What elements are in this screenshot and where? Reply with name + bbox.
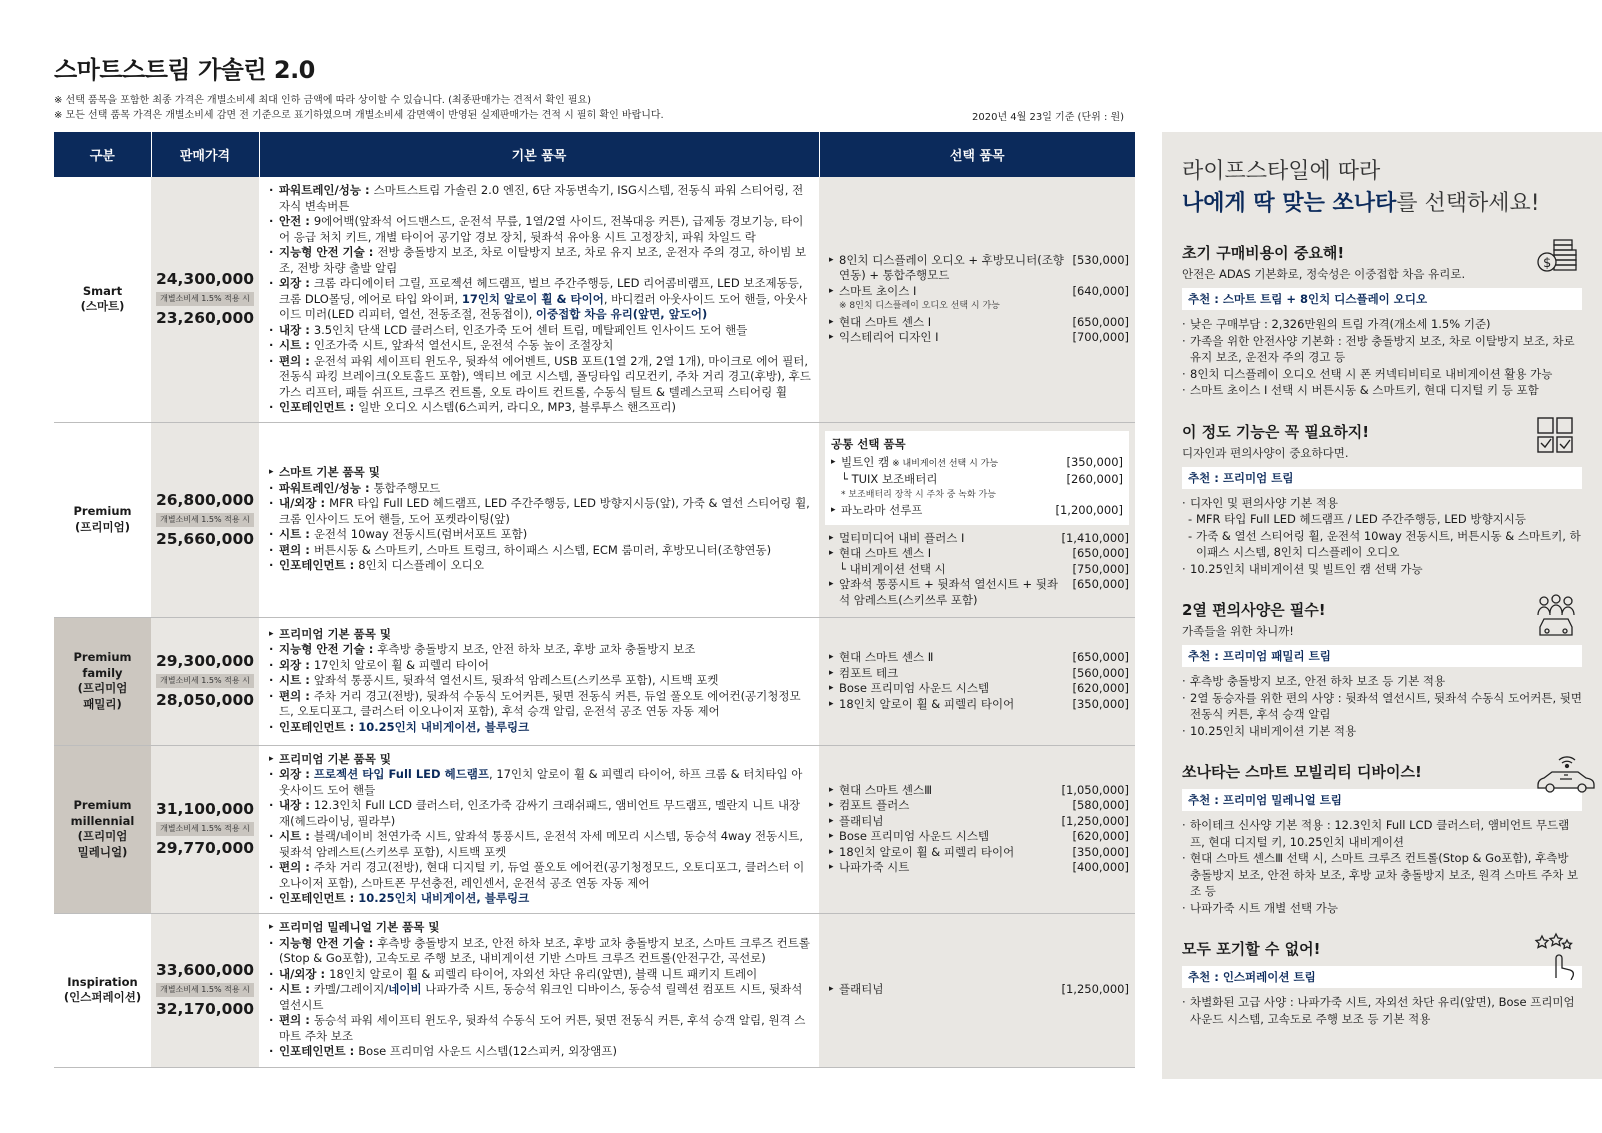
basic-item-key: 파워트레인/성능 : bbox=[279, 183, 374, 197]
basic-item-text: , 바디컬러 아웃사이드 도어 핸들, 아웃사이드 미러(LED 리피터, 열선, 전동조절, 전동접이), bbox=[279, 291, 808, 321]
section-title: 쏘나타는 스마트 모빌리티 디바이스! bbox=[1182, 763, 1422, 781]
option-price: [700,000] bbox=[1072, 330, 1129, 345]
side-section bbox=[1182, 938, 1582, 1027]
section-list bbox=[1182, 316, 1582, 399]
header-options: 선택 품목 bbox=[819, 132, 1135, 177]
basic-item-key: 시트 : bbox=[279, 673, 314, 688]
side-section bbox=[1182, 242, 1582, 399]
option-items bbox=[819, 617, 1135, 745]
option-price: [1,410,000] bbox=[1061, 530, 1129, 545]
option-price: [1,250,000] bbox=[1061, 982, 1129, 997]
note-line: ※ 모든 선택 품목 가격은 개별소비세 감면 전 기준으로 표기하였으며 개별소비세 감면액이 반영된 실제판매가는 견적 시 필히 확인 바랍니다. bbox=[54, 110, 664, 121]
option-price: [350,000] bbox=[1072, 696, 1129, 711]
basic-item-key: 시트 : bbox=[279, 829, 314, 843]
option-item bbox=[829, 531, 1129, 547]
trim-name-line: Premium bbox=[73, 650, 132, 664]
option-name bbox=[841, 455, 998, 473]
basic-head: ▸ 프리미엄 기본 품목 및 bbox=[269, 627, 811, 643]
basic-item-text: 주차 거리 경고(전방), 현대 디지털 키, 듀얼 풀오토 에어컨(공기청정모드, 오토디포그, 클러스터 이오나이저 포함), 스마트폰 무선충전, 레인센서, 운전석 공조 연동 자동 제어 bbox=[279, 860, 805, 890]
option-name: ▸ 18인치 알로이 휠 & 피렐리 타이어 bbox=[839, 844, 1015, 859]
option-item bbox=[829, 253, 1129, 284]
basic-item-key: 시트 : bbox=[279, 338, 314, 352]
basic-item bbox=[269, 767, 811, 798]
table-row bbox=[54, 745, 1135, 913]
option-price: [260,000] bbox=[1066, 472, 1123, 486]
basic-item-text: 통합주행모드 bbox=[373, 480, 441, 495]
basic-list bbox=[269, 627, 811, 736]
basic-list bbox=[269, 752, 811, 907]
price-cell bbox=[151, 177, 259, 422]
option-price: [350,000] bbox=[1066, 454, 1123, 469]
basic-item-text: 12.3인치 Full LCD 클러스터, 인조가죽 감싸기 크래쉬패드, 앰비언트 무드램프, 멜란지 니트 내장재(헤드라이닝, 필라부) bbox=[279, 798, 801, 828]
trim-name-line: 밀레니얼) bbox=[77, 844, 128, 859]
tax-badge: 개별소비세 1.5% 적용 시 bbox=[156, 983, 254, 997]
price-tax: 29,770,000 bbox=[155, 839, 255, 857]
option-item bbox=[829, 829, 1129, 845]
trim-name bbox=[54, 745, 151, 913]
basic-item-text: MFR 타입 Full LED 헤드램프, LED 주간주행등, LED 방향지시등(앞), 가죽 & 열선 스티어링 휠, 크롬 인사이드 도어 핸들, 도어 포켓라이팅(앞) bbox=[279, 496, 810, 526]
basic-item-key: 내/외장 : bbox=[279, 966, 330, 981]
option-item bbox=[829, 330, 1129, 346]
option-price: [1,250,000] bbox=[1061, 813, 1129, 828]
trim-name-line: Inspiration bbox=[67, 974, 138, 989]
option-item bbox=[831, 455, 1123, 473]
price-table bbox=[54, 132, 1135, 1068]
date-note: 2020년 4월 23일 기준 (단위 : 원) bbox=[972, 112, 1125, 123]
table-row bbox=[54, 177, 1135, 422]
recommendation: 추천 : 인스퍼레이션 트림 bbox=[1182, 966, 1582, 988]
trim-name-line: Premium bbox=[73, 798, 132, 812]
basic-item bbox=[269, 860, 811, 891]
trim-name-line: Premium bbox=[73, 504, 132, 518]
basic-item bbox=[269, 354, 811, 401]
basic-item bbox=[269, 891, 811, 907]
option-price: [620,000] bbox=[1072, 681, 1129, 695]
basic-items bbox=[259, 177, 819, 422]
section-list bbox=[1182, 994, 1582, 1027]
recommendation: 추천 : 스마트 트림 + 8인치 디스플레이 오디오 bbox=[1182, 288, 1582, 310]
basic-item bbox=[269, 276, 811, 323]
basic-items bbox=[259, 745, 819, 913]
price-tax: 23,260,000 bbox=[155, 309, 255, 328]
section-title: 모두 포기할 수 없어! bbox=[1182, 940, 1321, 958]
price: 24,300,000 bbox=[155, 270, 255, 289]
trim-name-line: (인스퍼레이션) bbox=[63, 990, 142, 1004]
trim-name-line: (스마트) bbox=[80, 299, 125, 314]
price: 29,300,000 bbox=[155, 652, 255, 670]
tax-badge: 개별소비세 1.5% 적용 시 bbox=[156, 292, 254, 306]
basic-item bbox=[269, 400, 811, 416]
header-price: 판매가격 bbox=[151, 132, 259, 177]
trim-name-line: (프리미엄 bbox=[77, 681, 128, 695]
option-name bbox=[841, 503, 922, 519]
basic-item-highlight: 10.25인치 내비게이션, 블루링크 bbox=[358, 891, 530, 905]
basic-items bbox=[259, 913, 819, 1067]
basic-item-key: 내장 : bbox=[279, 798, 314, 812]
price-cell bbox=[151, 617, 259, 745]
price-tax: 28,050,000 bbox=[155, 691, 255, 709]
option-item bbox=[829, 577, 1129, 608]
basic-item-key: 편의 : bbox=[279, 353, 314, 368]
basic-item-key: 시트 : bbox=[279, 982, 314, 997]
basic-item-key: 내/외장 : bbox=[279, 496, 330, 511]
section-item: · 2열 동승자를 위한 편의 사양 : 뒷좌석 열선시트, 뒷좌석 수동식 도어커튼, 뒷면 전동식 커튼, 후석 승객 알림 bbox=[1182, 690, 1582, 723]
option-items bbox=[819, 913, 1135, 1067]
side-panel bbox=[1162, 132, 1602, 1079]
basic-item-key: 외장 : bbox=[279, 657, 314, 672]
basic-item-highlight: 10.25인치 내비게이션, 블루링크 bbox=[358, 719, 530, 734]
section-list bbox=[1182, 495, 1582, 578]
section-item: - MFR 타입 Full LED 헤드램프 / LED 주간주행등, LED 방향지시등 bbox=[1182, 511, 1582, 528]
trim-name-line: 패밀리) bbox=[83, 696, 122, 711]
basic-item-highlight: 이중접합 차음 유리(앞면, 앞도어) bbox=[535, 307, 708, 321]
basic-item-text: 후측방 충돌방지 보조, 안전 하차 보조, 후방 교차 충돌방지 보조, 스마트 크루즈 컨트롤(Stop & Go포함), 고속도로 주행 보조, 내비게이션 기반 스마트 크루즈 컨트롤(안전구간, 곡선로) bbox=[279, 935, 810, 966]
section-item: · 10.25인치 내비게이션 기본 적용 bbox=[1182, 723, 1582, 740]
basic-item-text: 스마트스트림 가솔린 2.0 엔진, 6단 자동변속기, ISG시스템, 전동식 파워 스티어링, 전자식 변속버튼 bbox=[279, 183, 804, 213]
trim-name-line: Smart bbox=[82, 283, 123, 298]
basic-item-text: 후측방 충돌방지 보조, 안전 하차 보조, 후방 교차 충돌방지 보조 bbox=[377, 642, 696, 657]
tagline-line2 bbox=[1182, 188, 1582, 220]
basic-item bbox=[269, 798, 811, 829]
trim-name bbox=[54, 913, 151, 1067]
basic-item-text: 동승석 파워 세이프티 윈도우, 뒷좌석 수동식 도어 커튼, 뒷면 전동식 커튼, 후석 승객 알림, 원격 스마트 주차 보조 bbox=[279, 1013, 806, 1043]
option-item bbox=[829, 681, 1129, 697]
option-price: [1,050,000] bbox=[1061, 782, 1129, 797]
option-name: ▸ 앞좌석 통풍시트 + 뒷좌석 열선시트 + 뒷좌석 암레스트(스키쓰루 포함) bbox=[839, 577, 1058, 607]
option-name: └ 내비게이션 선택 시 bbox=[839, 561, 946, 576]
common-options bbox=[825, 431, 1129, 525]
basic-item bbox=[269, 323, 811, 339]
basic-item bbox=[269, 338, 811, 354]
basic-item-key: 인포테인먼트 : bbox=[279, 891, 359, 905]
option-price: [650,000] bbox=[1072, 650, 1129, 664]
option-name bbox=[841, 472, 938, 488]
table-row bbox=[54, 913, 1135, 1067]
option-name: ▸ 현대 스마트 센스 Ⅰ bbox=[839, 314, 932, 329]
option-price: [620,000] bbox=[1072, 829, 1129, 843]
basic-items bbox=[259, 422, 819, 617]
page-title: 스마트스트림 가솔린 2.0 bbox=[54, 56, 315, 84]
basic-item bbox=[269, 1013, 811, 1044]
basic-item-text: 9에어백(앞좌석 어드밴스드, 운전석 무릎, 1열/2열 사이드, 전복대응 커튼), 급제동 경보기능, 타이어 응급 처치 키트, 개별 타이어 공기압 경보 장치, 뒷좌석 유아용 시트 고정장치, 파워 차일드 락 bbox=[279, 214, 804, 244]
option-price: [650,000] bbox=[1072, 314, 1129, 329]
basic-item bbox=[269, 245, 811, 276]
basic-item-key: 편의 : bbox=[279, 1013, 314, 1028]
option-price: [650,000] bbox=[1072, 577, 1129, 591]
option-item bbox=[829, 860, 1129, 876]
basic-item-key: 편의 : bbox=[279, 688, 314, 703]
stars-hand-icon bbox=[1534, 932, 1578, 972]
family-car-icon bbox=[1534, 593, 1578, 633]
basic-item-key: 시트 : bbox=[279, 527, 314, 542]
option-item bbox=[829, 982, 1129, 998]
option-items bbox=[819, 422, 1135, 617]
option-item bbox=[829, 845, 1129, 861]
option-name: ▸ 8인치 디스플레이 오디오 + 후방모니터(조향연동) + 통합주행모드 bbox=[839, 252, 1064, 283]
option-item bbox=[831, 503, 1123, 519]
trim-name bbox=[54, 617, 151, 745]
basic-item bbox=[269, 982, 811, 1013]
option-price: [750,000] bbox=[1072, 561, 1129, 576]
section-item: · 하이테크 신사양 기본 적용 : 12.3인치 Full LCD 클러스터, 앰비언트 무드램프, 현대 디지털 키, 10.25인치 내비게이션 bbox=[1182, 817, 1582, 850]
option-price: [1,200,000] bbox=[1055, 503, 1123, 517]
notes bbox=[54, 93, 664, 123]
option-item bbox=[829, 814, 1129, 830]
basic-item-key: 파워트레인/성능 : bbox=[279, 480, 374, 495]
tax-badge: 개별소비세 1.5% 적용 시 bbox=[156, 674, 254, 688]
option-name: ▸ 플래티넘 bbox=[839, 813, 884, 828]
section-item: · 가족을 위한 안전사양 기본화 : 전방 충돌방지 보조, 차로 이탈방지 보조, 차로 유지 보조, 운전자 주의 경고 등 bbox=[1182, 333, 1582, 366]
trim-name bbox=[54, 177, 151, 422]
section-title: 초기 구매비용이 중요해! bbox=[1182, 244, 1345, 262]
basic-item-key: 인포테인먼트 : bbox=[279, 1044, 359, 1059]
basic-item-text: 운전석 파워 세이프티 윈도우, 뒷좌석 에어벤트, USB 포트(1열 2개, 2열 1개), 마이크로 에어 필터, 전동식 파킹 브레이크(오토홀드 포함), 액티브 에코 시스템, 폴딩타입 리모컨키, 주차 거리 경고(후방), 후드 가스 리프터, 패들 쉬프트, 크루즈 컨트롤, 오토 라이트 컨트롤, 수동식 틸트 & 텔레스코픽 스티어링 휠 bbox=[279, 353, 811, 399]
basic-item bbox=[269, 214, 811, 245]
table-row bbox=[54, 617, 1135, 745]
option-note: ※ 내비게이션 선택 시 가능 bbox=[892, 458, 999, 469]
section-item: · 스마트 초이스 Ⅰ 선택 시 버튼시동 & 스마트키, 현대 디지털 키 등 포함 bbox=[1182, 382, 1582, 399]
option-name: ▸ 컴포트 테크 bbox=[839, 665, 899, 680]
basic-item bbox=[269, 829, 811, 860]
option-price: [400,000] bbox=[1072, 860, 1129, 874]
option-price: [640,000] bbox=[1072, 283, 1129, 298]
trim-name-line: (프리미엄 bbox=[77, 829, 128, 843]
basic-item-key: 인포테인먼트 : bbox=[279, 558, 359, 573]
basic-item-text: 주차 거리 경고(전방), 뒷좌석 수동식 도어커튼, 뒷면 전동식 커튼, 듀얼 풀오토 에어컨(공기청정모드, 오토디포그, 클러스터 이오나이저 포함), 후석 승객 알림, 운전석 공조 연동 자동 제어 bbox=[279, 688, 801, 719]
basic-head: ▸ 스마트 기본 품목 및 bbox=[269, 465, 811, 481]
recommendation: 추천 : 프리미엄 트림 bbox=[1182, 467, 1582, 489]
section-item: · 디자인 및 편의사양 기본 적용 bbox=[1182, 495, 1582, 512]
basic-item bbox=[269, 1044, 811, 1060]
price-cell bbox=[151, 745, 259, 913]
basic-item-text: Bose 프리미엄 사운드 시스템(12스피커, 외장앰프) bbox=[358, 1044, 617, 1059]
tagline-line1: 라이프스타일에 따라 bbox=[1182, 159, 1381, 184]
svg-text:$: $ bbox=[1543, 256, 1552, 271]
price-cell bbox=[151, 422, 259, 617]
side-section bbox=[1182, 599, 1582, 739]
recommendation: 추천 : 프리미엄 밀레니얼 트림 bbox=[1182, 789, 1582, 811]
basic-item bbox=[269, 558, 811, 574]
section-item: · 현대 스마트 센스Ⅲ 선택 시, 스마트 크루즈 컨트롤(Stop & Go포함), 후측방 충돌방지 보조, 안전 하차 보조, 후방 교차 충돌방지 보조, 원격 스마트 주차 보조 등 bbox=[1182, 850, 1582, 900]
tagline-bold: 나에게 딱 맞는 쏘나타 bbox=[1182, 191, 1397, 216]
tax-badge: 개별소비세 1.5% 적용 시 bbox=[156, 822, 254, 836]
recommendation: 추천 : 프리미엄 패밀리 트림 bbox=[1182, 645, 1582, 667]
basic-item bbox=[269, 642, 811, 658]
option-price: [580,000] bbox=[1072, 798, 1129, 812]
side-section bbox=[1182, 761, 1582, 916]
section-list bbox=[1182, 817, 1582, 916]
checklist-icon bbox=[1534, 415, 1578, 455]
option-item bbox=[829, 546, 1129, 562]
price: 26,800,000 bbox=[155, 490, 255, 509]
basic-item bbox=[269, 689, 811, 720]
basic-item-text: 버튼시동 & 스마트키, 스마트 트렁크, 하이패스 시스템, ECM 룸미러, 후방모니터(조향연동) bbox=[313, 542, 772, 557]
option-name: ▸ 나파가죽 시트 bbox=[839, 860, 910, 874]
section-item: · 8인치 디스플레이 오디오 선택 시 폰 커넥티비티로 내비게이션 활용 가능 bbox=[1182, 366, 1582, 383]
section-subtitle: 디자인과 편의사양이 중요하다면. bbox=[1182, 445, 1349, 460]
basic-item-key: 인포테인먼트 : bbox=[279, 400, 359, 414]
option-item bbox=[829, 798, 1129, 814]
option-item bbox=[829, 697, 1129, 713]
price-tax: 32,170,000 bbox=[155, 1000, 255, 1018]
option-name: ▸ 컴포트 플러스 bbox=[839, 798, 910, 812]
option-name: ▸ 현대 스마트 센스 Ⅰ bbox=[839, 546, 932, 560]
trim-name bbox=[54, 422, 151, 617]
option-item bbox=[829, 666, 1129, 682]
option-item bbox=[829, 284, 1129, 300]
basic-item-key: 내장 : bbox=[279, 322, 314, 337]
basic-item bbox=[269, 183, 811, 214]
basic-head: ▸ 프리미엄 밀레니얼 기본 품목 및 bbox=[269, 920, 811, 936]
basic-item-key: 지능형 안전 기술 : bbox=[279, 935, 378, 950]
basic-item-text: 3.5인치 단색 LCD 클러스터, 인조가죽 도어 센터 트림, 메탈페인트 인사이드 도어 핸들 bbox=[313, 322, 748, 337]
basic-item bbox=[269, 543, 811, 559]
basic-item-text: 8인치 디스플레이 오디오 bbox=[358, 558, 484, 573]
option-item bbox=[831, 472, 1123, 488]
section-item: · 낮은 구매부담 : 2,326만원의 트림 가격(개소세 1.5% 기준) bbox=[1182, 316, 1582, 333]
connected-car-icon bbox=[1534, 755, 1578, 795]
basic-item bbox=[269, 527, 811, 543]
option-item bbox=[829, 315, 1129, 331]
trim-name-line: (프리미엄) bbox=[75, 519, 130, 534]
section-item: - 가죽 & 열선 스티어링 휠, 운전석 10way 전동시트, 버튼시동 & 스마트키, 하이패스 시스템, 8인치 디스플레이 오디오 bbox=[1182, 528, 1582, 561]
option-note: ※ 8인치 디스플레이 오디오 선택 시 가능 bbox=[839, 301, 1000, 312]
basic-item bbox=[269, 936, 811, 967]
option-items bbox=[819, 745, 1135, 913]
price-cell bbox=[151, 913, 259, 1067]
option-name-text: └ TUIX 보조배터리 bbox=[841, 472, 938, 486]
trim-name-line: family bbox=[82, 665, 123, 680]
option-note: * 보조배터리 장착 시 주차 중 녹화 가능 bbox=[841, 489, 996, 500]
basic-item-text: 블랙/네이비 천연가죽 시트, 앞좌석 통풍시트, 운전석 자세 메모리 시스템, 동승석 4way 전동시트, 뒷좌석 암레스트(스키쓰루 포함), 시트백 포켓 bbox=[279, 829, 804, 859]
price: 31,100,000 bbox=[155, 800, 255, 818]
option-item bbox=[829, 562, 1129, 578]
option-name: ▸ 멀티미디어 내비 플러스 Ⅰ bbox=[839, 530, 965, 545]
basic-items bbox=[259, 617, 819, 745]
option-items bbox=[819, 177, 1135, 422]
section-list bbox=[1182, 673, 1582, 739]
basic-item-text: 일반 오디오 시스템(6스피커, 라디오, MP3, 블루투스 핸즈프리) bbox=[358, 400, 677, 414]
basic-item-highlight: 프로젝션 타입 Full LED 헤드램프 bbox=[313, 767, 490, 781]
section-subtitle: 가족들을 위한 차니까! bbox=[1182, 624, 1294, 638]
table-header bbox=[54, 132, 1135, 177]
basic-item-key: 외장 : bbox=[279, 276, 314, 290]
basic-item bbox=[269, 967, 811, 983]
basic-item bbox=[269, 673, 811, 689]
basic-item-text: 17인치 알로이 휠 & 피렐리 타이어 bbox=[313, 657, 490, 672]
tax-badge: 개별소비세 1.5% 적용 시 bbox=[156, 513, 254, 527]
option-item bbox=[829, 650, 1129, 666]
section-title: 이 정도 기능은 꼭 필요하지! bbox=[1182, 422, 1370, 441]
basic-item-text: 카멜/그레이지/ bbox=[313, 982, 389, 997]
option-price: [650,000] bbox=[1072, 546, 1129, 560]
option-name: ▸ Bose 프리미엄 사운드 시스템 bbox=[839, 829, 990, 843]
basic-item-key: 편의 : bbox=[279, 542, 314, 557]
basic-list bbox=[269, 183, 811, 416]
section-title: 2열 편의사양은 필수! bbox=[1182, 601, 1326, 619]
basic-item bbox=[269, 720, 811, 736]
basic-item bbox=[269, 481, 811, 497]
basic-item-highlight: 17인치 알로이 휠 & 타이어 bbox=[461, 291, 604, 306]
option-price: [530,000] bbox=[1072, 252, 1129, 267]
header-basic: 기본 품목 bbox=[259, 132, 819, 177]
note-line: ※ 선택 품목을 포함한 최종 가격은 개별소비세 최대 인하 금액에 따라 상이할 수 있습니다. (최종판매가는 견적서 확인 필요) bbox=[54, 95, 592, 106]
basic-item-key: 지능형 안전 기술 : bbox=[279, 245, 378, 259]
option-price: [350,000] bbox=[1072, 844, 1129, 859]
money-icon bbox=[1534, 236, 1578, 276]
basic-list bbox=[269, 465, 811, 574]
basic-item-text: 전방 충돌방지 보조, 차로 이탈방지 보조, 차로 유지 보조, 운전자 주의 경고, 하이빔 보조, 전방 차량 출발 알림 bbox=[279, 245, 807, 275]
price: 33,600,000 bbox=[155, 961, 255, 979]
basic-item bbox=[269, 658, 811, 674]
option-name: ▸ Bose 프리미엄 사운드 시스템 bbox=[839, 681, 990, 695]
option-name-text: 파노라마 선루프 bbox=[841, 503, 923, 517]
basic-item-text: 나파가죽 시트, 동승석 워크인 디바이스, 동승석 릴렉션 컴포트 시트, 뒷좌석 열선시트 bbox=[279, 982, 803, 1012]
option-price: [560,000] bbox=[1072, 665, 1129, 680]
basic-item-text: 앞좌석 통풍시트, 뒷좌석 열선시트, 뒷좌석 암레스트(스키쓰루 포함), 시트백 포켓 bbox=[313, 673, 719, 688]
side-section bbox=[1182, 421, 1582, 578]
common-options-title: 공통 선택 품목 bbox=[831, 437, 906, 451]
header-trim: 구분 bbox=[54, 132, 151, 177]
basic-list bbox=[269, 920, 811, 1060]
price-tax: 25,660,000 bbox=[155, 529, 255, 548]
option-name-text: 빌트인 캠 bbox=[841, 454, 890, 469]
section-subtitle: 안전은 ADAS 기본화로, 정숙성은 이중접합 차음 유리로. bbox=[1182, 267, 1466, 281]
basic-item-text: 크롬 라디에이터 그릴, 프로젝션 헤드램프, 벌브 주간주행등, LED 리어콤비램프, LED 보조제동등, 크롬 DLO몰딩, 에어로 타입 와이퍼, bbox=[279, 276, 803, 306]
table-row bbox=[54, 422, 1135, 617]
option-name: ▸ 18인치 알로이 휠 & 피렐리 타이어 bbox=[839, 696, 1015, 711]
basic-item bbox=[269, 496, 811, 527]
section-item: · 나파가죽 시트 개별 선택 가능 bbox=[1182, 900, 1582, 917]
option-item bbox=[829, 783, 1129, 799]
section-item: · 차별화된 고급 사양 : 나파가죽 시트, 자외선 차단 유리(앞면), Bose 프리미엄 사운드 시스템, 고속도로 주행 보조 등 기본 적용 bbox=[1182, 994, 1582, 1027]
basic-item-text: 운전석 10way 전동시트(럼버서포트 포함) bbox=[313, 527, 528, 542]
option-name: ▸ 플래티넘 bbox=[839, 982, 884, 997]
section-item: · 10.25인치 내비게이션 및 빌트인 캠 선택 가능 bbox=[1182, 561, 1582, 578]
option-name: ▸ 익스테리어 디자인 Ⅰ bbox=[839, 330, 939, 345]
basic-item-key: 편의 : bbox=[279, 860, 314, 874]
basic-item-text: , 17인치 알로이 휠 & 피렐리 타이어, 하프 크롬 & 터치타입 아웃사이드 도어 핸들 bbox=[279, 767, 803, 797]
option-name: ▸ 현대 스마트 센스Ⅲ bbox=[839, 782, 933, 797]
basic-head: ▸ 프리미엄 기본 품목 및 bbox=[269, 752, 811, 768]
basic-item-key: 안전 : bbox=[279, 214, 314, 228]
basic-item-key: 외장 : bbox=[279, 767, 314, 781]
option-name: ▸ 현대 스마트 센스 Ⅱ bbox=[839, 650, 934, 664]
trim-name-line: millennial bbox=[70, 813, 135, 828]
tagline-rest: 를 선택하세요! bbox=[1396, 191, 1540, 216]
basic-item-key: 인포테인먼트 : bbox=[279, 719, 359, 734]
basic-item-key: 지능형 안전 기술 : bbox=[279, 642, 378, 657]
section-item: · 후측방 충돌방지 보조, 안전 하차 보조 등 기본 적용 bbox=[1182, 673, 1582, 690]
option-name: ▸ 스마트 초이스 Ⅰ bbox=[839, 283, 917, 298]
basic-item-text: 18인치 알로이 휠 & 피렐리 타이어, 자외선 차단 유리(앞면), 블랙 니트 패키지 트레이 bbox=[329, 966, 758, 981]
basic-item-highlight: 네이비 bbox=[388, 982, 422, 997]
basic-item-text: 인조가죽 시트, 앞좌석 열선시트, 운전석 수동 높이 조절장치 bbox=[313, 338, 614, 352]
